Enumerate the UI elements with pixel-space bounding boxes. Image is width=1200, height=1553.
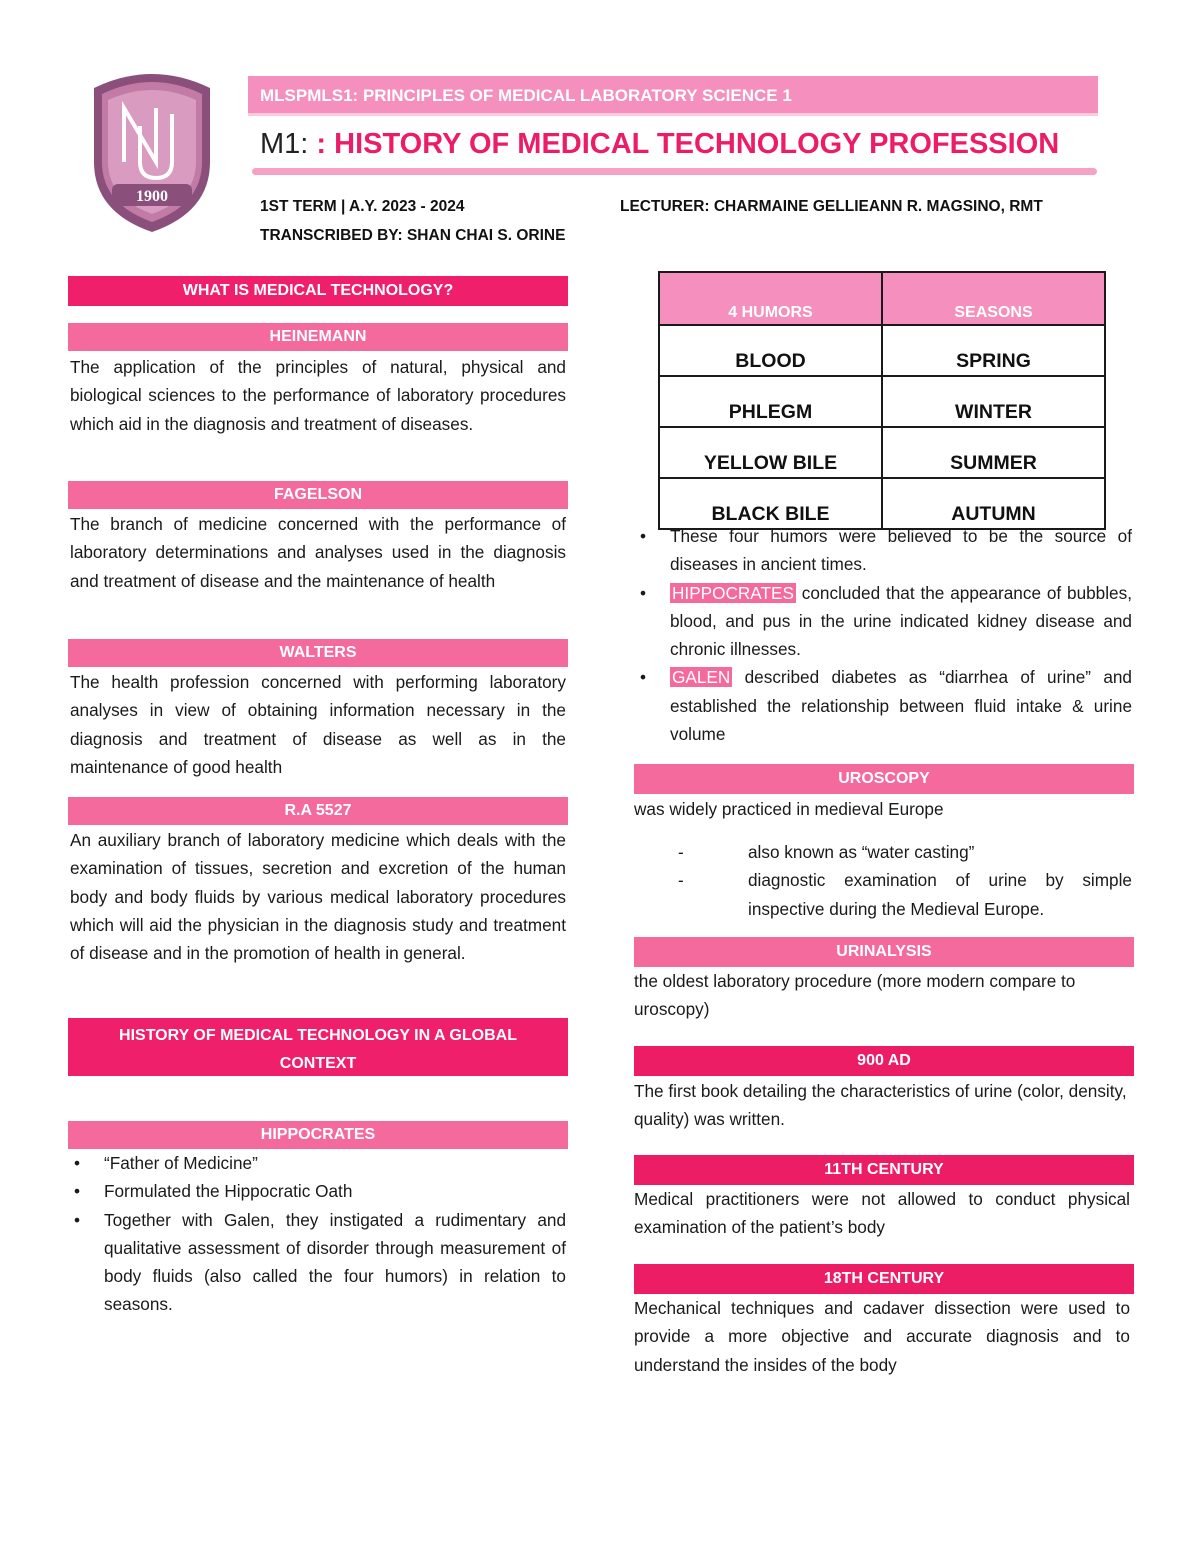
dash-icon: - bbox=[678, 842, 684, 862]
list-item: - also known as “water casting” bbox=[634, 838, 1132, 866]
bullet-icon: • bbox=[74, 1153, 81, 1173]
module-code: M1: bbox=[260, 128, 317, 160]
season-cell: SUMMER bbox=[882, 427, 1105, 478]
century18-text: Mechanical techniques and cadaver dissection were used to provide a more objective and accurate diagnosis and to understand the insides of the body bbox=[634, 1298, 1130, 1375]
humor-cell: PHLEGM bbox=[659, 376, 882, 427]
table-row bbox=[659, 376, 1105, 427]
list-item: • Formulated the Hippocratic Oath bbox=[68, 1177, 566, 1205]
column-header-seasons: SEASONS bbox=[882, 272, 1105, 325]
uroscopy-text: was widely practiced in medieval Europe bbox=[634, 799, 944, 819]
list-item: • HIPPOCRATES concluded that the appearance of bubbles, blood, and pus in the urine indicated kidney disease and chronic illnesses. bbox=[634, 579, 1132, 664]
list-item: • GALEN described diabetes as “diarrhea of urine” and established the relationship between fluid intake & urine volume bbox=[634, 663, 1132, 748]
humor-cell: BLACK BILE bbox=[659, 478, 882, 529]
century18-heading: 18TH CENTURY bbox=[634, 1264, 1134, 1294]
century11-text: Medical practitioners were not allowed to conduct physical examination of the patient’s body bbox=[634, 1189, 1130, 1238]
humor-cell: BLOOD bbox=[659, 325, 882, 376]
nu-shield-logo bbox=[86, 66, 218, 234]
term-label: 1ST TERM | A.Y. 2023 - 2024 bbox=[260, 198, 465, 215]
bullet-icon: • bbox=[74, 1181, 81, 1202]
module-title bbox=[260, 124, 1059, 164]
bullet-icon: • bbox=[640, 526, 647, 546]
title-underline bbox=[252, 168, 1097, 175]
hippocrates-heading: HIPPOCRATES bbox=[68, 1121, 568, 1149]
section-heading-history bbox=[68, 1018, 568, 1076]
ad900-text: The first book detailing the characteristics of urine (color, density, quality) was written. bbox=[634, 1081, 1127, 1130]
table-row bbox=[659, 427, 1105, 478]
ra5527-heading: R.A 5527 bbox=[68, 797, 568, 825]
bullet-icon: • bbox=[640, 667, 647, 688]
season-cell: AUTUMN bbox=[882, 478, 1105, 529]
dash-icon: - bbox=[678, 870, 684, 891]
logo-year: 1900 bbox=[136, 188, 168, 205]
urinalysis-heading: URINALYSIS bbox=[634, 937, 1134, 967]
hippocrates-list bbox=[68, 1149, 566, 1319]
course-banner: MLSPMLS1: PRINCIPLES OF MEDICAL LABORATORY SCIENCE 1 bbox=[248, 76, 1098, 116]
walters-heading: WALTERS bbox=[68, 639, 568, 667]
bullet-icon: • bbox=[74, 1209, 81, 1230]
humor-cell: YELLOW BILE bbox=[659, 427, 882, 478]
ad900-heading: 900 AD bbox=[634, 1046, 1134, 1076]
hippocrates-highlight: HIPPOCRATES bbox=[672, 582, 794, 603]
transcriber-label: TRANSCRIBED BY: SHAN CHAI S. ORINE bbox=[260, 227, 566, 244]
ra5527-definition: An auxiliary branch of laboratory medicine which deals with the examination of tissues, secretion and excretion of the human body and body fluids by various medical laboratory procedures which will aid the physician in the diagnosis study and treatment of disease and in the promotion of health in general. bbox=[70, 830, 566, 964]
bullet-icon: • bbox=[640, 582, 647, 603]
uroscopy-heading: UROSCOPY bbox=[634, 764, 1134, 794]
history-heading-line-1: HISTORY OF MEDICAL TECHNOLOGY IN A GLOBAL bbox=[119, 1027, 517, 1044]
list-item: • These four humors were believed to be the source of diseases in ancient times. bbox=[634, 522, 1132, 579]
list-item: • “Father of Medicine” bbox=[68, 1149, 566, 1177]
humors-notes-list bbox=[634, 522, 1132, 748]
column-header-humors: 4 HUMORS bbox=[659, 272, 882, 325]
urinalysis-text: the oldest laboratory procedure (more modern compare to uroscopy) bbox=[634, 971, 1076, 1020]
lecturer-label: LECTURER: CHARMAINE GELLIEANN R. MAGSINO, RMT bbox=[620, 198, 1043, 215]
list-item: - diagnostic examination of urine by simple inspective during the Medieval Europe. bbox=[634, 866, 1132, 923]
module-title-text: : HISTORY OF MEDICAL TECHNOLOGY PROFESSION bbox=[316, 128, 1060, 160]
heinemann-heading: HEINEMANN bbox=[68, 323, 568, 351]
fagelson-heading: FAGELSON bbox=[68, 481, 568, 509]
table-header-row bbox=[659, 272, 1105, 325]
heinemann-definition: The application of the principles of natural, physical and biological sciences to the performance of laboratory procedures which aid in the diagnosis and treatment of diseases. bbox=[70, 357, 566, 434]
walters-definition: The health profession concerned with performing laboratory analyses in view of obtaining information necessary in the diagnosis and treatment of disease as well as in the maintenance of good health bbox=[70, 672, 566, 777]
section-heading-what-is: WHAT IS MEDICAL TECHNOLOGY? bbox=[68, 276, 568, 306]
century11-heading: 11TH CENTURY bbox=[634, 1155, 1134, 1185]
season-cell: SPRING bbox=[882, 325, 1105, 376]
table-row bbox=[659, 325, 1105, 376]
history-heading-line-2: CONTEXT bbox=[279, 1055, 357, 1072]
season-cell: WINTER bbox=[882, 376, 1105, 427]
list-item: • Together with Galen, they instigated a rudimentary and qualitative assessment of disorder through measurement of body fluids (also called the four humors) in relation to seasons. bbox=[68, 1206, 566, 1319]
uroscopy-list bbox=[634, 838, 1132, 923]
humors-seasons-table bbox=[658, 271, 1106, 530]
galen-highlight: GALEN bbox=[672, 667, 731, 688]
fagelson-definition: The branch of medicine concerned with the performance of laboratory determinations and analyses used in the diagnosis and treatment of disease and the maintenance of health bbox=[70, 514, 566, 591]
